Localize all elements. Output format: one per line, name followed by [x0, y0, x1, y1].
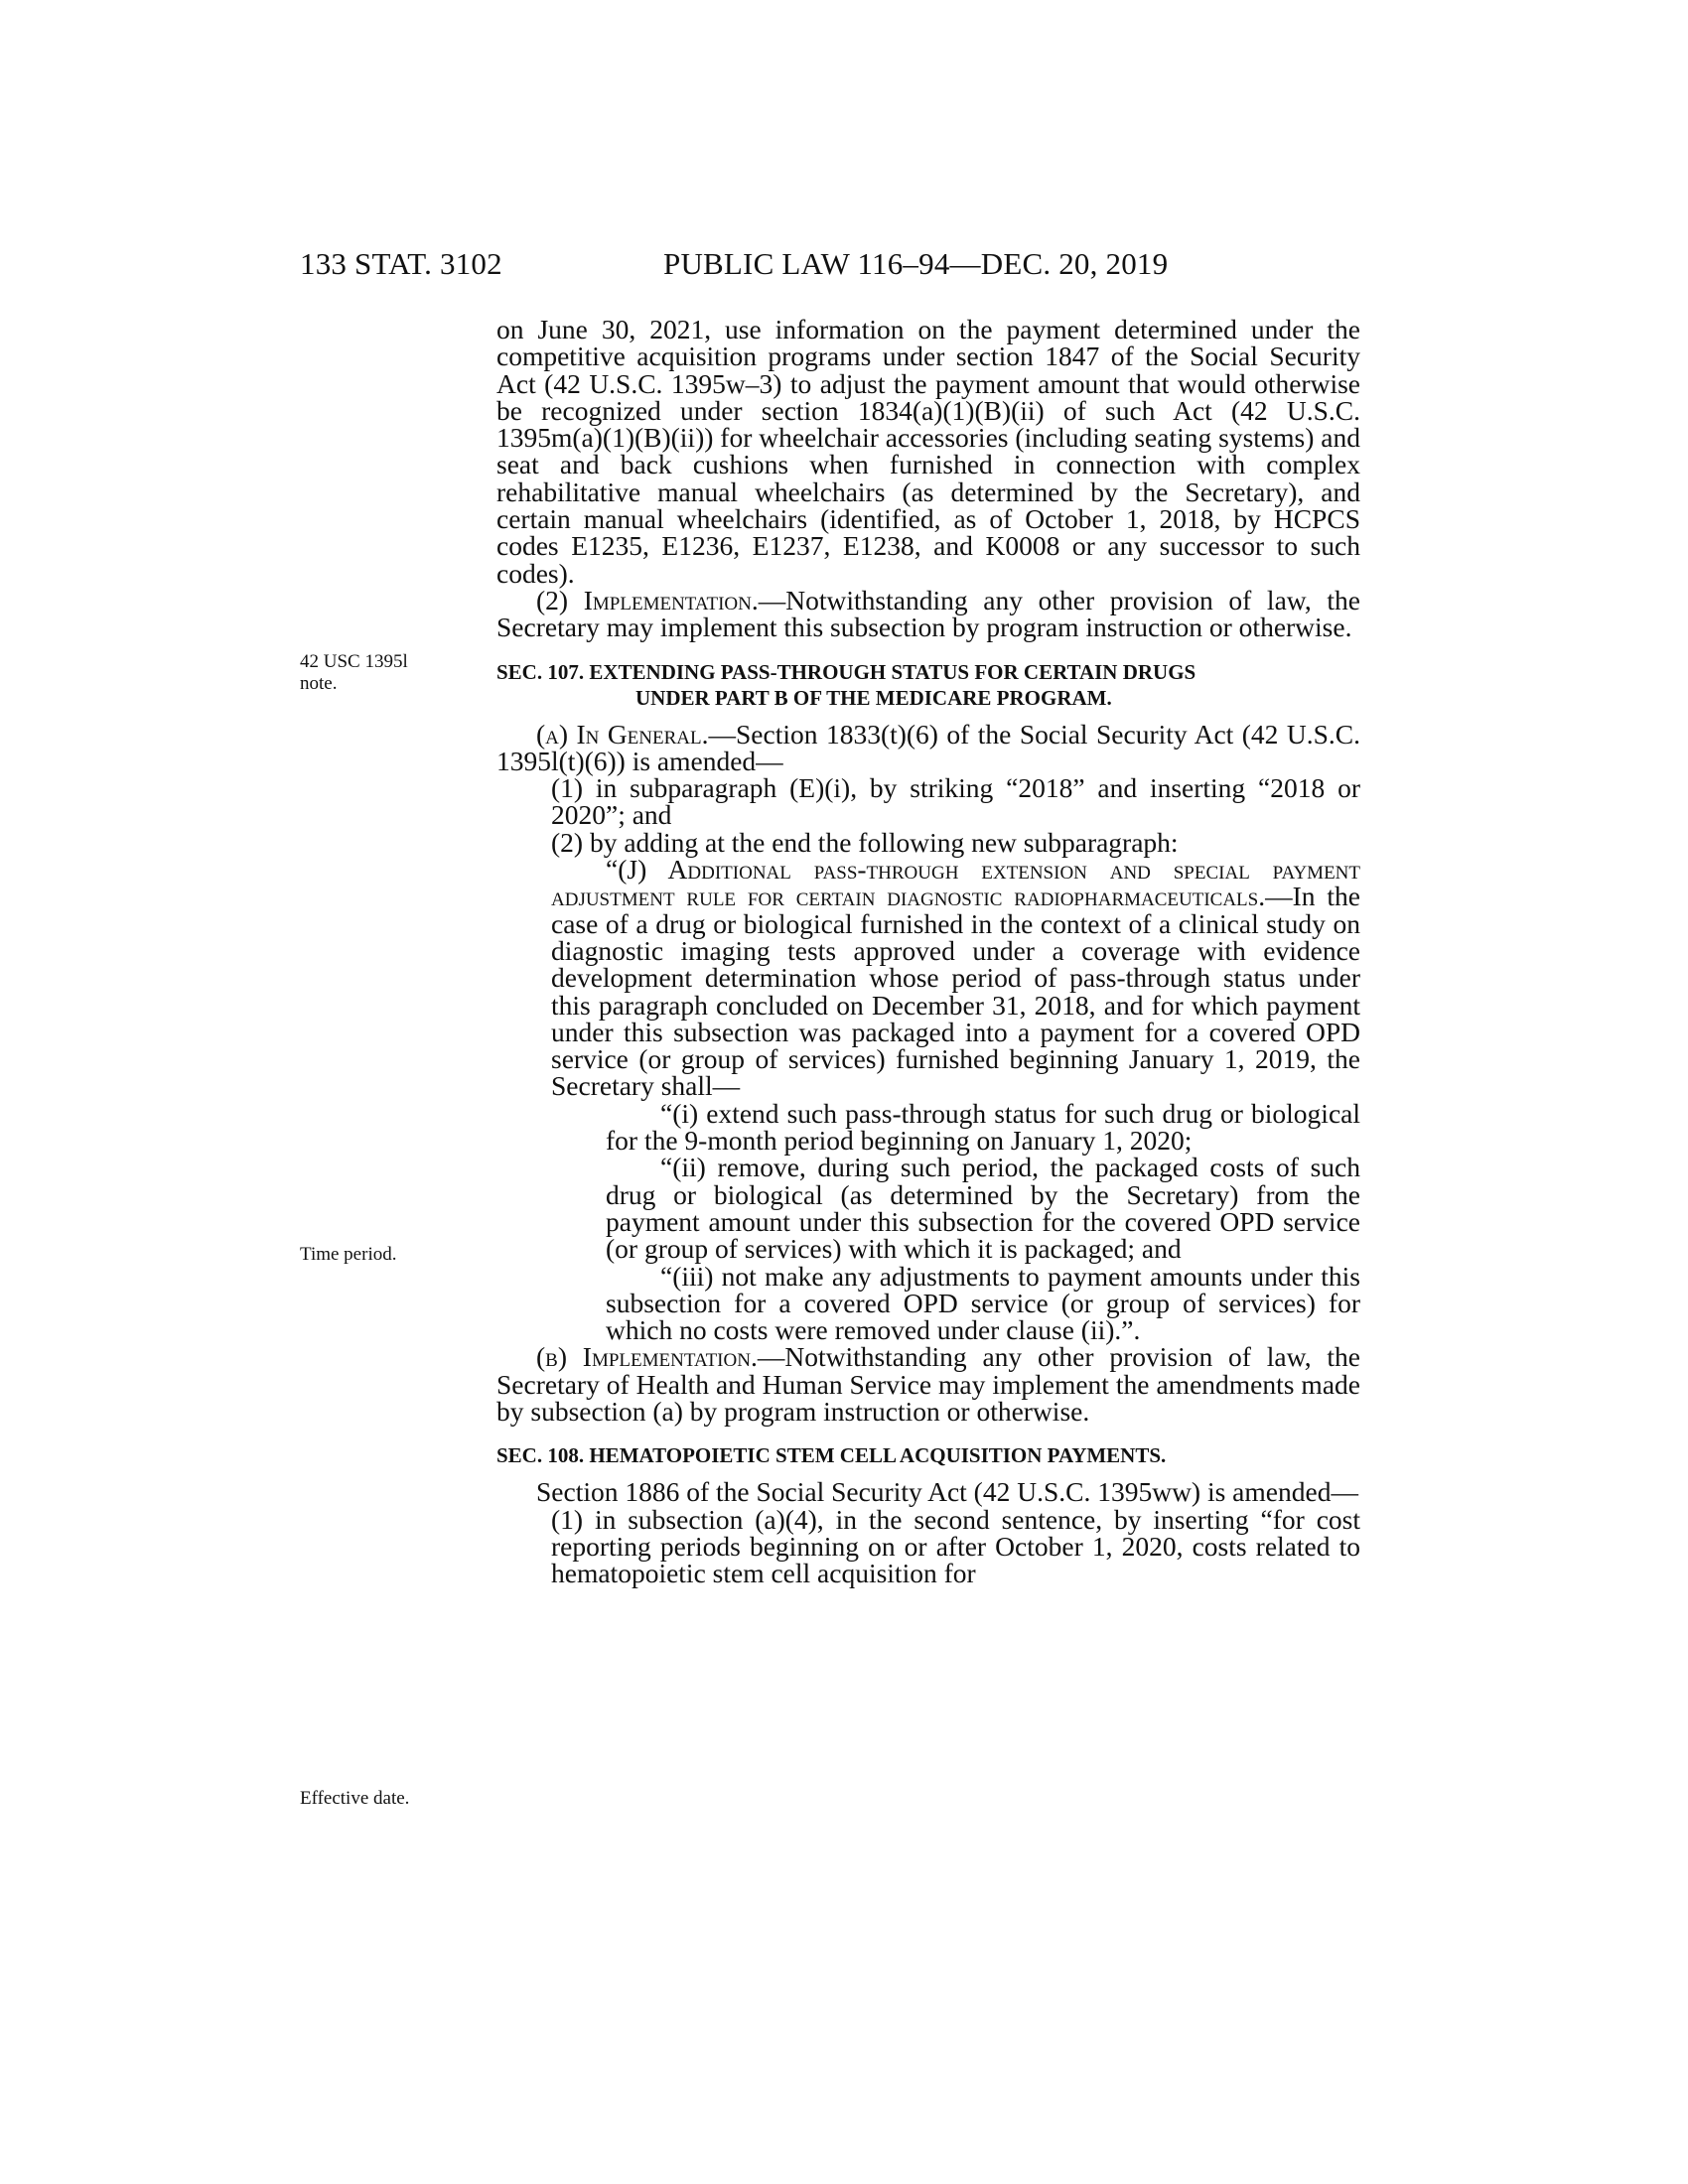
paragraph-continuation: on June 30, 2021, use information on the payment determined under the competitive acquisition programs under section 1847 of the Social Security Act (42 U.S.C. 1395w–3) to adjust the payment amount that would otherwise be recognized under section 1834(a)(1)(B)(ii) of such Act (42 U.S.C. 1395m(a)(1)(B)(ii)) for wheelchair accessories (including seating systems) and seat and back cushions when furnished in connection with complex rehabilitative manual wheelchairs (as determined by the Secretary), and certain manual wheelchairs (identified, as of October 1, 2018, by HCPCS codes E1235, E1236, E1237, E1238, and K0008 or any successor to such codes). [496, 314, 1360, 589]
law-title-header: PUBLIC LAW 116–94—DEC. 20, 2019 [663, 246, 1169, 281]
page-stat-number: 133 STAT. 3102 [300, 246, 502, 281]
item-a2: (2) by adding at the end the following new subparagraph: [551, 826, 1179, 858]
margin-note-time-period: Time period. [300, 1244, 397, 1265]
clause-ii: “(ii) remove, during such period, the packaged costs of such drug or biological (as determined by the Secretary) from the payment amount under this subsection for the covered OPD service (or group of services) with which it is packaged; and [606, 1152, 1360, 1265]
subsection-a-label: (a) In General. [536, 718, 709, 750]
margin-note-effective-date: Effective date. [300, 1788, 410, 1809]
subsection-a [496, 718, 1360, 776]
subsection-b [496, 1343, 1360, 1425]
section-108-heading: SEC. 108. HEMATOPOIETIC STEM CELL ACQUISITION PAYMENTS. [496, 1443, 1167, 1468]
margin-note-usc: 42 USC 1395l note. [300, 651, 408, 694]
subsection-a-text: —Section 1833(t)(6) of the Social Security Act (42 U.S.C. 1395l(t)(6)) is amended— [496, 718, 1360, 776]
subparagraph-j-text: —In the case of a drug or biological furnished in the context of a clinical study on diagnostic imaging tests approved under a coverage with evidence development determination whose period of pass-through status under this paragraph concluded on December 31, 2018, and for which payment under this subsection was packaged into a payment for a covered OPD service (or group of services) furnished beginning January 1, 2019, the Secretary shall— [551, 881, 1360, 1102]
section-108-intro: Section 1886 of the Social Security Act (42 U.S.C. 1395ww) is amended— [536, 1476, 1358, 1508]
implementation-label: (2) Implementation. [536, 584, 759, 615]
clause-i: “(i) extend such pass-through status for such drug or biological for the 9-month period beginning on January 1, 2020; [606, 1097, 1360, 1157]
item-a1: (1) in subparagraph (E)(i), by striking “2018” and inserting “2018 or 2020”; and [551, 772, 1360, 831]
section-108-item-1: (1) in subsection (a)(4), in the second sentence, by inserting “for cost reporting periods beginning on or after October 1, 2020, costs related to hematopoietic stem cell acquisition for [551, 1503, 1360, 1589]
section-107-heading-line1: SEC. 107. EXTENDING PASS-THROUGH STATUS FOR CERTAIN DRUGS [496, 659, 1196, 684]
document-body [496, 314, 1360, 1589]
section-107-heading-line2: UNDER PART B OF THE MEDICARE PROGRAM. [635, 685, 1112, 710]
section-107-heading [496, 659, 1360, 711]
subsection-b-text: —Notwithstanding any other provision of law, the Secretary of Health and Human Service may implement the amendments made by subsection (a) by program instruction or otherwise. [496, 1341, 1360, 1427]
implementation-text: —Notwithstanding any other provision of law, the Secretary may implement this subsection by program instruction or otherwise. [496, 584, 1360, 643]
subparagraph-j [496, 856, 1360, 1100]
subsection-b-label: (b) Implementation. [536, 1341, 758, 1373]
subparagraph-j-label: “(J) Additional pass-through extension and special payment adjustment rule for certain diagnostic radiopharmaceuticals. [551, 854, 1360, 912]
clause-iii: “(iii) not make any adjustments to payment amounts under this subsection for a covered OPD service (or group of services) for which no costs were removed under clause (ii).”. [606, 1260, 1360, 1346]
paragraph-implementation-2 [496, 584, 1360, 643]
